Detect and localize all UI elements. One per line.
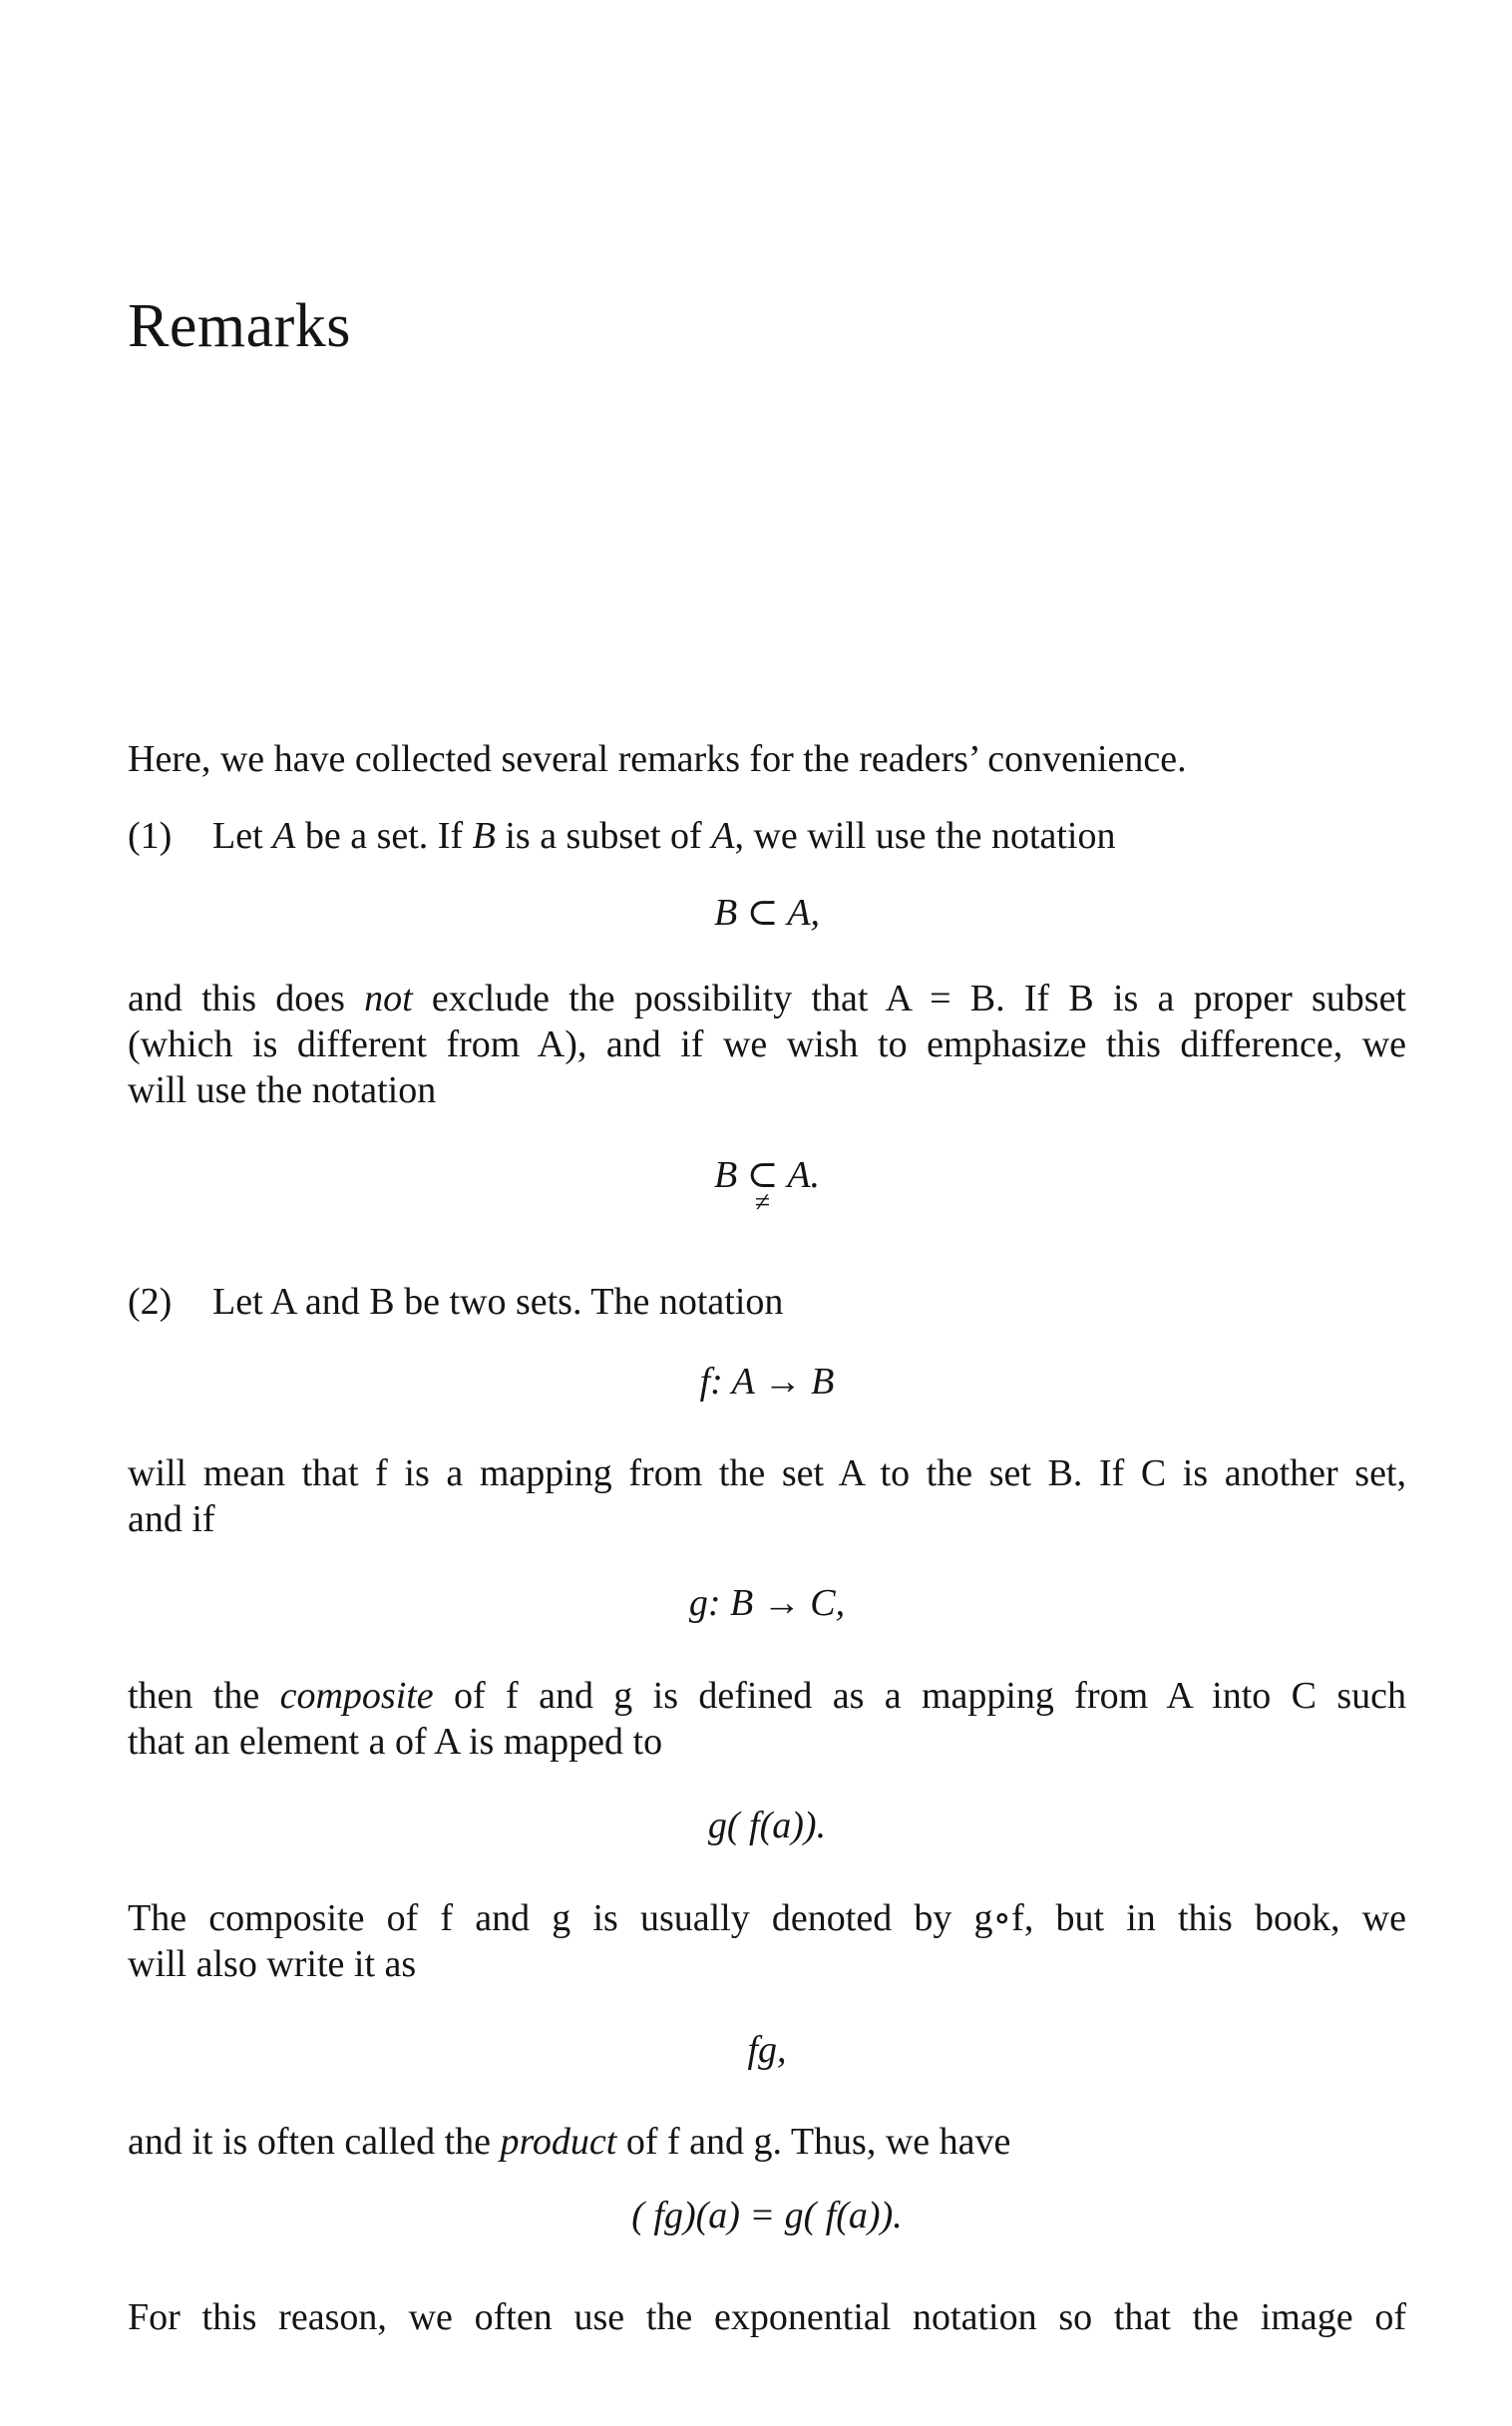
formula-mapping-f: f: A → B	[699, 1361, 835, 1403]
remark-1-heading: (1) Let A be a set. If B is a subset of A, we will use the notation	[128, 815, 1116, 857]
remark-2-paragraph-line: that an element a of A is mapped to	[128, 1721, 663, 1763]
remark-1-paragraph-line: and this does not exclude the possibility that A = B. If B is a proper subset	[128, 978, 1406, 1019]
remark-2-paragraph-line: will also write it as	[128, 1943, 417, 1985]
remark-2-paragraph-line: then the composite of f and g is defined as a mapping from A into C such	[128, 1675, 1406, 1717]
intro-paragraph: Here, we have collected several remarks for the readers’ convenience.	[128, 738, 1187, 780]
formula-product: fg,	[747, 2029, 787, 2071]
remark-2-heading: (2) Let A and B be two sets. The notation	[128, 1281, 784, 1323]
page-title: Remarks	[128, 292, 351, 360]
formula-proper-subset: B ⊂ ≠ A.	[713, 1154, 821, 1218]
remark-1-paragraph-line: will use the notation	[128, 1069, 437, 1111]
remark-2-number: (2)	[128, 1281, 173, 1323]
remark-1-paragraph-line: (which is different from A), and if we wish to emphasize this difference, we	[128, 1023, 1406, 1065]
formula-composite: g( f(a)).	[707, 1805, 827, 1846]
remark-2-paragraph-line: For this reason, we often use the exponential notation so that the image of	[128, 2296, 1406, 2338]
remark-2-paragraph-line: and if	[128, 1498, 215, 1540]
remark-2-paragraph-line: and it is often called the product of f and g. Thus, we have	[128, 2121, 1011, 2163]
formula-mapping-g: g: B → C,	[688, 1582, 846, 1624]
formula-product-identity: ( fg)(a) = g( f(a)).	[631, 2195, 903, 2236]
remark-1-number: (1)	[128, 815, 173, 857]
formula-subset: B ⊂ A,	[713, 892, 821, 934]
remark-2-paragraph-line: The composite of f and g is usually denoted by g∘f, but in this book, we	[128, 1897, 1406, 1939]
remark-2-paragraph-line: will mean that f is a mapping from the set A to the set B. If C is another set,	[128, 1452, 1406, 1494]
